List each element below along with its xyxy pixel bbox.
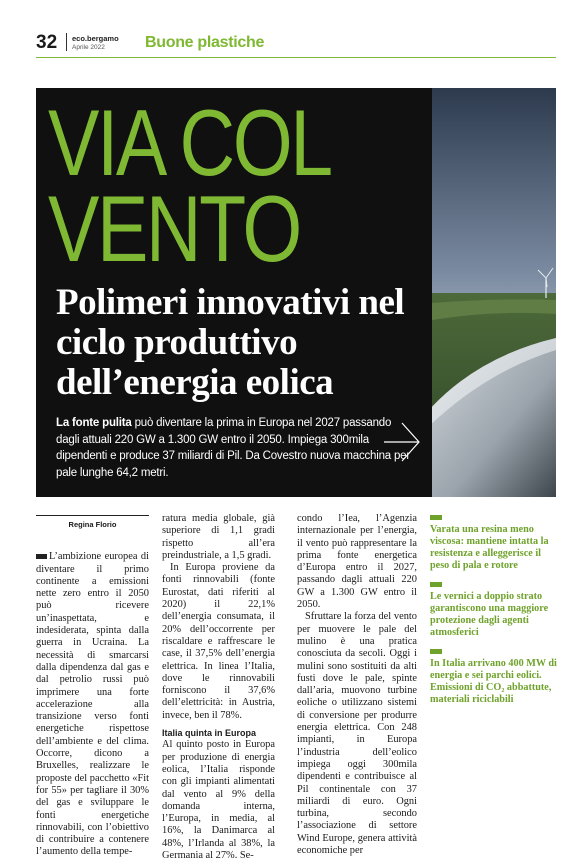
column-2-para-1: ratura media globale, già superiore di 1,1 gradi rispetto all’era preindustriale, a 1,5 gradi. — [162, 513, 275, 561]
title-line-1: VIA COL — [48, 90, 331, 195]
article-column-2 — [162, 513, 275, 862]
lead-paragraph — [56, 415, 411, 481]
column-2-para-3: Al quinto posto in Europa per produzione di energia eolica, l’Italia risponde con gli impianti alimentati dal vento al 9% della domanda interna, l’Europa, in media, al 16%, la Danimarca al 48%, l’Irlanda al 38%, la Germania al 27%. Se- — [162, 739, 275, 862]
column-2-subheading: Italia quinta in Europa — [162, 728, 257, 739]
column-1-text — [36, 551, 149, 858]
sidebar-marker — [430, 649, 442, 654]
wind-turbine-photo-graphic — [432, 88, 556, 497]
article-column-3 — [297, 513, 417, 857]
subtitle: Polimeri innovativi nel ciclo produttivo dell’energia eolica — [56, 282, 405, 403]
article-column-1 — [36, 515, 149, 859]
lead-text: può diventare la prima in Europa nel 2027 passando dagli attuali 220 GW a 1.300 GW entro il 2050. Impiega 300mila dipendenti e produce 37 miliardi di Pil. Da Covestro nuova macchina per pale lunghe 64,2 metri. — [56, 417, 411, 479]
arrow-right-icon — [382, 420, 422, 464]
hero-block — [36, 88, 556, 497]
page-header — [0, 0, 580, 60]
byline: Regina Florio — [36, 515, 149, 531]
sidebar-item — [430, 649, 560, 706]
header-divider — [66, 33, 67, 51]
section-title: Buone plastiche — [145, 34, 265, 51]
sidebar-highlights — [430, 515, 560, 716]
title-line-2: VENTO — [48, 176, 300, 281]
lead-bold: La fonte pulita — [56, 417, 132, 429]
column-3-para-1: condo l’Iea, l’Agenzia internazionale per l’energia, il vento può rappresentare la prima fonte energetica d’Europa entro il 2027, passando dagli attuali 220 GW a 1.300 GW entro il 2050. — [297, 513, 417, 611]
column-1-body: L’ambizione europea di diventare il primo continente a emissioni nette zero entro il 2050 può ricevere un’inaspettata, e indesiderata, spinta dalla guerra in Ucraina. La necessità di smarcarsi dalla dipendenza dal gas e dal petrolio russi può imprimere una forte accelerazione alla transizione verso fonti energetiche rispettose dell’ambiente e del clima. Occorre, dicono a Bruxelles, realizzare le proposte del pacchetto «Fit for 55» per tagliare il 30% del gas e sviluppare le fonti energetiche rinnovabili, con l’obiettivo di contribuire a contenere l’aumento della tempe- — [36, 551, 149, 858]
sidebar-item — [430, 515, 560, 572]
page-number: 32 — [36, 32, 58, 53]
column-3-para-2: Sfruttare la forza del vento per muovere le pale del mulino è una pratica conosciuta da secoli. Oggi i mulini sono sostituiti da alti fusti dove le pale, spinte dall’aria, muovono turbine eoliche o utilizzano sistemi di conversione per produrre energia elettrica. Con 248 impianti, in Europa l’industria dell’eolico impiega oggi 300mila dipendenti e contribuisce al Pil continentale con 37 miliardi di euro. Ogni turbina, secondo l’associazione di settore Wind Europe, genera attività economiche per — [297, 611, 417, 857]
publication-name: eco.bergamo — [72, 34, 119, 43]
sidebar-marker — [430, 582, 442, 587]
column-2-para-2: In Europa proviene da fonti rinnovabili (fonte Eurostat, dati riferiti al 2020) il 22,1% dell’energia consumata, il 20% dell’occorrente per riscaldare e raffrescare le case, il 37,5% dell’energia elettrica. In linea l’Italia, dove le rinnovabili forniscono il 37,6% dell’elettricità: in Austria, invece, ben il 78%. — [162, 562, 275, 721]
sidebar-item — [430, 582, 560, 639]
wind-turbine-photo — [432, 88, 556, 497]
sidebar-item-text: Varata una resina meno viscosa: mantiene intatta la resistenza e alleggerisce il peso di pala e rotore — [430, 524, 549, 571]
sidebar-marker — [430, 515, 442, 520]
header-rule — [36, 57, 556, 58]
publication-date: Aprile 2022 — [72, 44, 105, 51]
paragraph-start-marker — [36, 554, 47, 559]
sidebar-item-text: Le vernici a doppio strato garantiscono una maggiore protezione dagli agenti atmosferici — [430, 591, 549, 638]
sidebar-item-text: In Italia arrivano 400 MW di energia e sei parchi eolici. Emissioni di CO₂ abbattute, materiali riciclabili — [430, 658, 557, 705]
